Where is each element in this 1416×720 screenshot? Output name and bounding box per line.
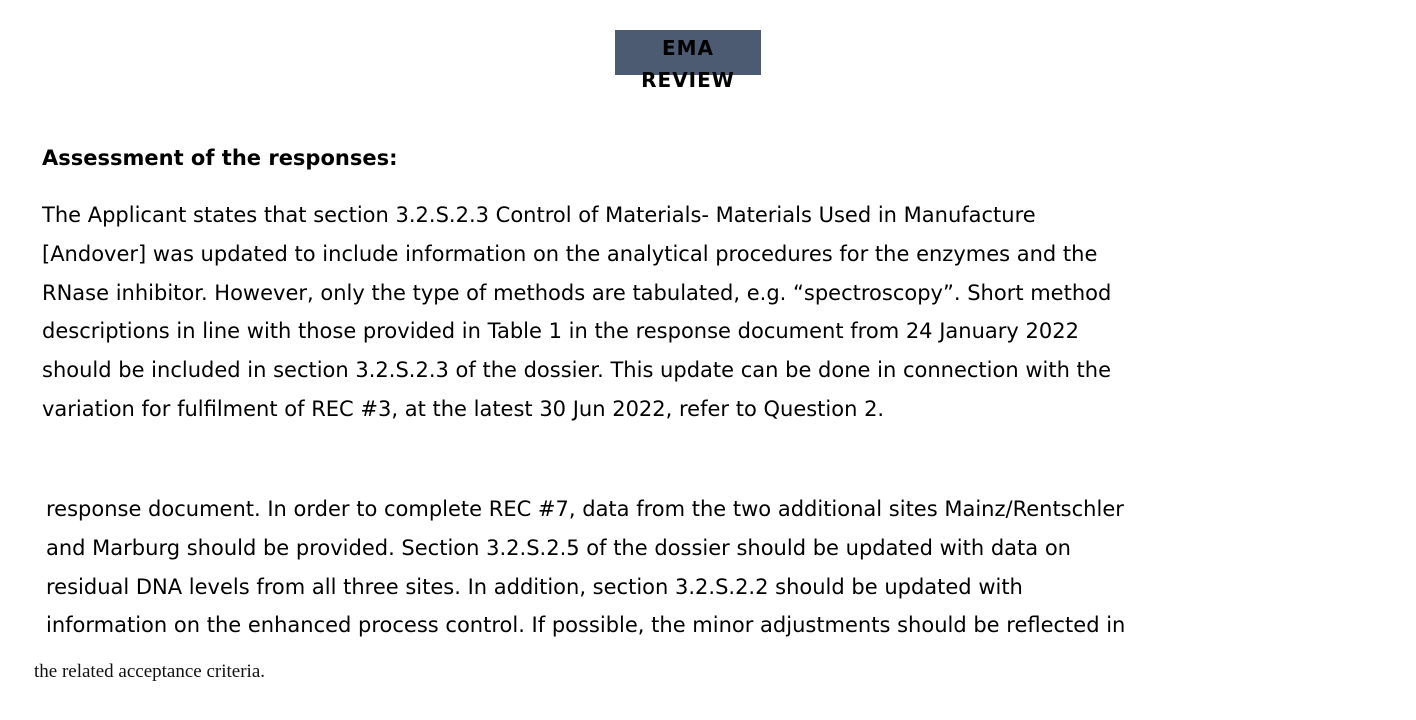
assessment-paragraph-1 — [42, 196, 1111, 429]
acceptance-criteria-line: the related acceptance criteria. — [34, 661, 265, 682]
header-badge-label: EMA — [661, 36, 715, 60]
assessment-heading: Assessment of the responses: — [42, 146, 398, 170]
header-badge-cut-label: REVIEW — [641, 68, 735, 92]
paragraph-line: RNase inhibitor. However, only the type of methods are tabulated, e.g. “spectroscopy”. Short method — [42, 280, 1112, 305]
paragraph-line: residual DNA levels from all three sites. In addition, section 3.2.S.2.2 should be updated with — [46, 574, 1023, 599]
paragraph-line: descriptions in line with those provided in Table 1 in the response document from 24 January 2022 — [42, 319, 1079, 344]
assessment-paragraph-2 — [46, 490, 1125, 645]
paragraph-line: information on the enhanced process control. If possible, the minor adjustments should be reflected in — [46, 613, 1126, 638]
paragraph-line: response document. In order to complete REC #7, data from the two additional sites Mainz/Rentschler — [46, 497, 1124, 521]
paragraph-line: and Marburg should be provided. Section 3.2.S.2.5 of the dossier should be updated with data on — [46, 535, 1071, 560]
paragraph-line: variation for fulfilment of REC #3, at the latest 30 Jun 2022, refer to Question 2. — [42, 396, 885, 421]
ema-header-badge — [615, 30, 761, 92]
paragraph-line: [Andover] was updated to include information on the analytical procedures for the enzymes and the — [42, 241, 1098, 266]
paragraph-line: The Applicant states that section 3.2.S.2.3 Control of Materials- Materials Used in Manufacture — [42, 203, 1036, 227]
paragraph-line: should be included in section 3.2.S.2.3 of the dossier. This update can be done in connection with the — [42, 358, 1112, 383]
